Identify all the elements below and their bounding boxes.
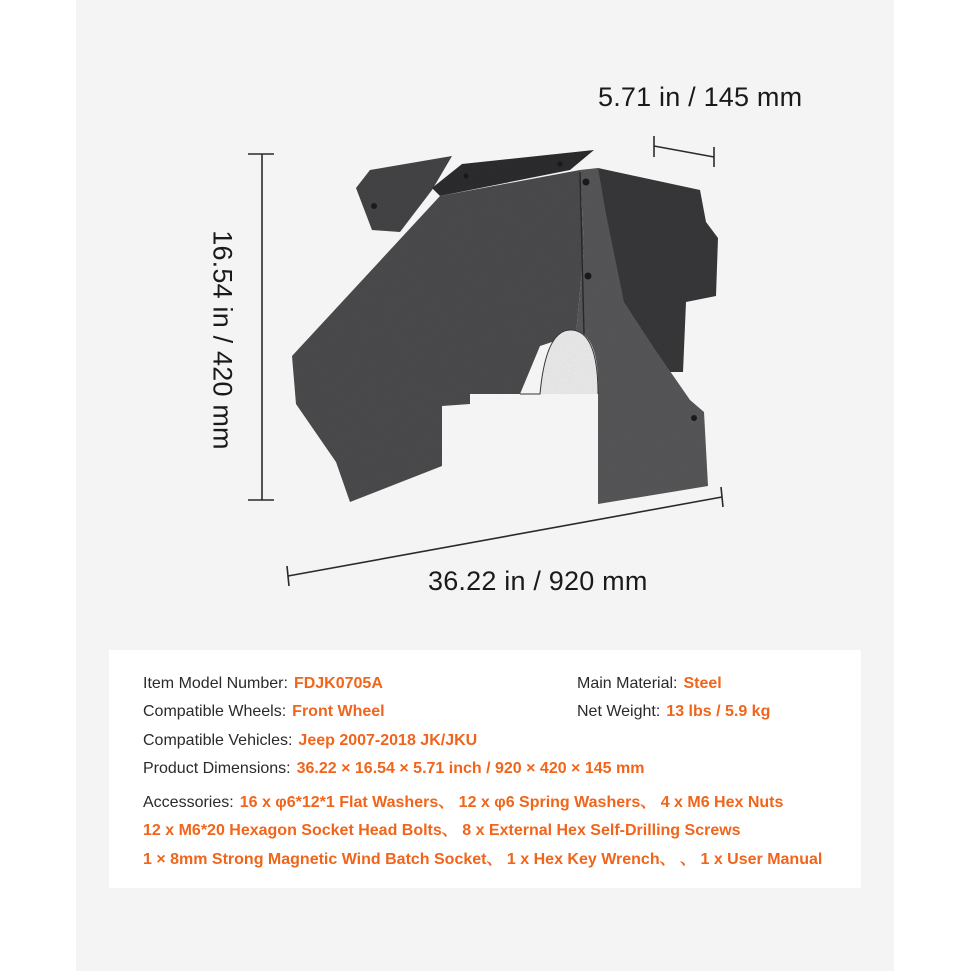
width-dimension-label: 36.22 in / 920 mm [428,566,648,596]
height-dimension-line [248,154,274,500]
spec-row-accessories-3 [143,846,822,869]
bolt [585,273,592,280]
spec-value: 36.22 × 16.54 × 5.71 inch / 920 × 420 × 145 mm [296,760,645,777]
spec-key: Net Weight: [577,703,661,720]
spec-value: FDJK0705A [293,675,383,692]
spec-key: Item Model Number: [143,675,288,692]
depth-dimension-line [654,136,714,167]
spec-row-wheels [143,703,385,721]
spec-row-accessories [143,789,783,812]
bolt [557,161,562,166]
spec-value: Steel [683,675,722,692]
spec-row-material [577,675,722,693]
spec-row-model [143,675,383,693]
bolt [583,179,590,186]
main-panel [292,170,584,502]
bolt [371,203,377,209]
depth-dimension-label: 5.71 in / 145 mm [598,82,803,112]
spec-value: Front Wheel [292,703,385,720]
spec-key: Compatible Vehicles: [143,732,293,749]
spec-value: Jeep 2007-2018 JK/JKU [298,732,478,749]
spec-key: Compatible Wheels: [143,703,287,720]
accessories-line-1: 16 x φ6*12*1 Flat Washers、 12 x φ6 Spring Washers、 4 x M6 Hex Nuts [239,794,784,811]
spec-value: 13 lbs / 5.9 kg [666,703,771,720]
spec-row-vehicles [143,732,477,750]
height-dimension-label: 16.54 in / 420 mm [207,230,238,450]
bolt [463,173,468,178]
spec-key: Accessories: [143,794,234,811]
spec-row-accessories-2 [143,817,741,840]
spec-key: Main Material: [577,675,678,692]
wheel-cutout [540,330,598,504]
spec-key: Product Dimensions: [143,760,291,777]
fender-liner-part [292,150,718,504]
spec-row-weight [577,703,770,721]
bolt [691,415,697,421]
spec-row-dimensions [143,760,644,778]
spec-card [109,650,861,888]
accessories-line-3: 1 × 8mm Strong Magnetic Wind Batch Socket、 1 x Hex Key Wrench、 、 1 x User Manual [143,851,823,868]
accessories-line-2: 12 x M6*20 Hexagon Socket Head Bolts、 8 x External Hex Self-Drilling Screws [143,822,741,839]
